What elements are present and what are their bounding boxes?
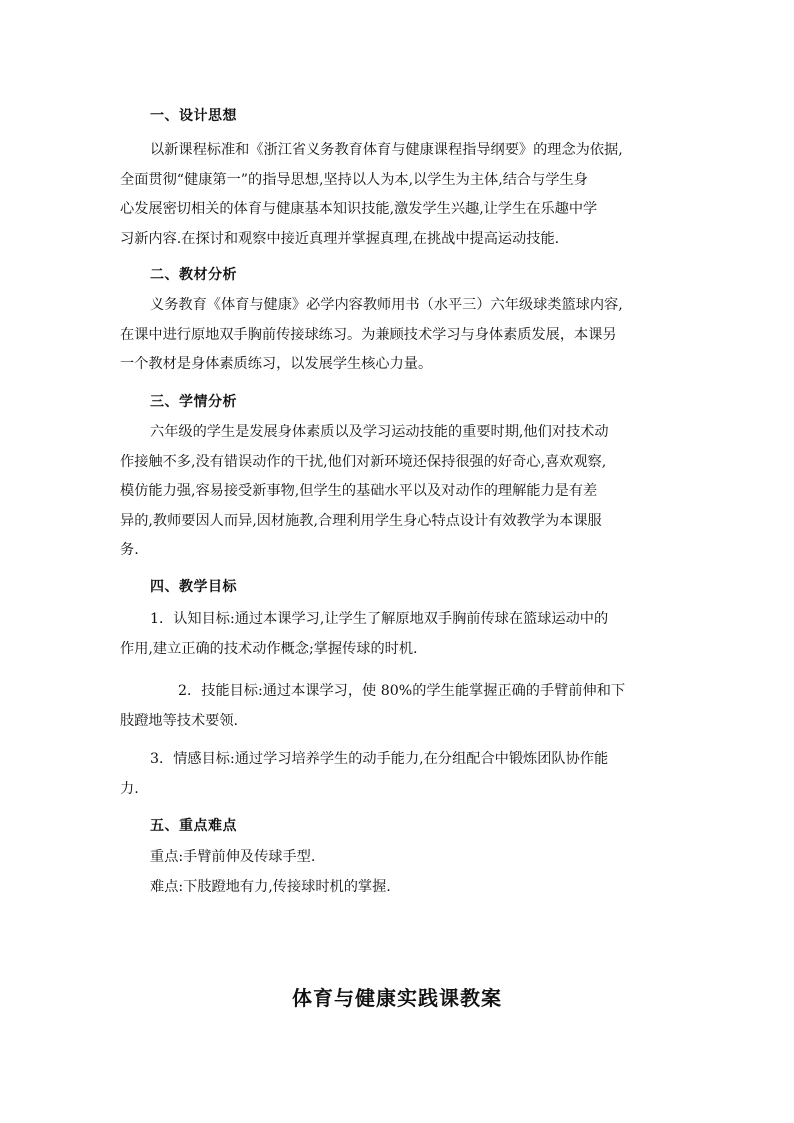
- text-line: 心发展密切相关的体育与健康基本知识技能,激发学生兴趣,让学生在乐趣中学: [120, 201, 598, 217]
- section-heading-goals: 四、教学目标: [150, 579, 237, 595]
- paragraph-material: [120, 291, 676, 380]
- text-line: 一个教材是身体素质练习，以发展学生核心力量。: [120, 356, 433, 372]
- text-line: 重点:手臂前伸及传球手型.: [150, 849, 316, 865]
- text-line: 六年级的学生是发展身体素质以及学习运动技能的重要时期,他们对技术动: [150, 424, 609, 440]
- text-line: 1．认知目标:通过本课学习,让学生了解原地双手胸前传球在篮球运动中的: [150, 611, 609, 627]
- section-heading-key-points: 五、重点难点: [150, 818, 237, 834]
- text-line: 2．技能目标:通过本课学习，使 80%的学生能掌握正确的手臂前伸和下: [178, 683, 626, 699]
- section-heading-students: 三、学情分析: [150, 394, 237, 410]
- text-line: 异的,教师要因人而异,因材施教,合理利用学生身心特点设计有效教学为本课服: [120, 512, 602, 529]
- text-line: 以新课程标准和《浙江省义务教育体育与健康课程指导纲要》的理念为依据,: [150, 142, 623, 158]
- text-line: 全面贯彻“健康第一”的指导思想,坚持以人为本,以学生为主体,结合与学生身: [120, 171, 588, 188]
- paragraph-design: [120, 136, 676, 254]
- paragraph-students: [120, 418, 676, 566]
- text-line: 义务教育《体育与健康》必学内容教师用书（水平三）六年级球类篮球内容,: [150, 297, 623, 313]
- text-line: 作接触不多,没有错误动作的干扰,他们对新环境还保持很强的好奇心,喜欢观察,: [120, 453, 607, 470]
- text-line: 难点:下肢蹬地有力,传接球时机的掌握.: [150, 878, 391, 895]
- text-line: 在课中进行原地双手胸前传接球练习。为兼顾技术学习与身体素质发展，本课另: [120, 326, 617, 343]
- goal-cognitive: [120, 605, 676, 664]
- text-line: 3．情感目标:通过学习培养学生的动手能力,在分组配合中锻炼团队协作能: [150, 751, 609, 767]
- text-line: 肢蹬地等技术要领.: [120, 712, 239, 729]
- text-line: 力.: [120, 780, 139, 797]
- text-line: 习新内容.在探讨和观察中接近真理并掌握真理,在挑战中提高运动技能.: [120, 230, 560, 247]
- document-title: 体育与健康实践课教案: [292, 986, 502, 1010]
- text-line: 模仿能力强,容易接受新事物,但学生的基础水平以及对动作的理解能力是有差: [120, 483, 598, 499]
- text-line: 务.: [120, 542, 139, 558]
- goal-skill: [120, 677, 676, 736]
- text-line: 作用,建立正确的技术动作概念;掌握传球的时机.: [120, 640, 418, 657]
- section-heading-design: 一、设计思想: [150, 108, 237, 124]
- section-heading-material: 二、教材分析: [150, 267, 237, 283]
- goal-emotion: [120, 745, 676, 804]
- paragraph-key-points: [120, 843, 676, 902]
